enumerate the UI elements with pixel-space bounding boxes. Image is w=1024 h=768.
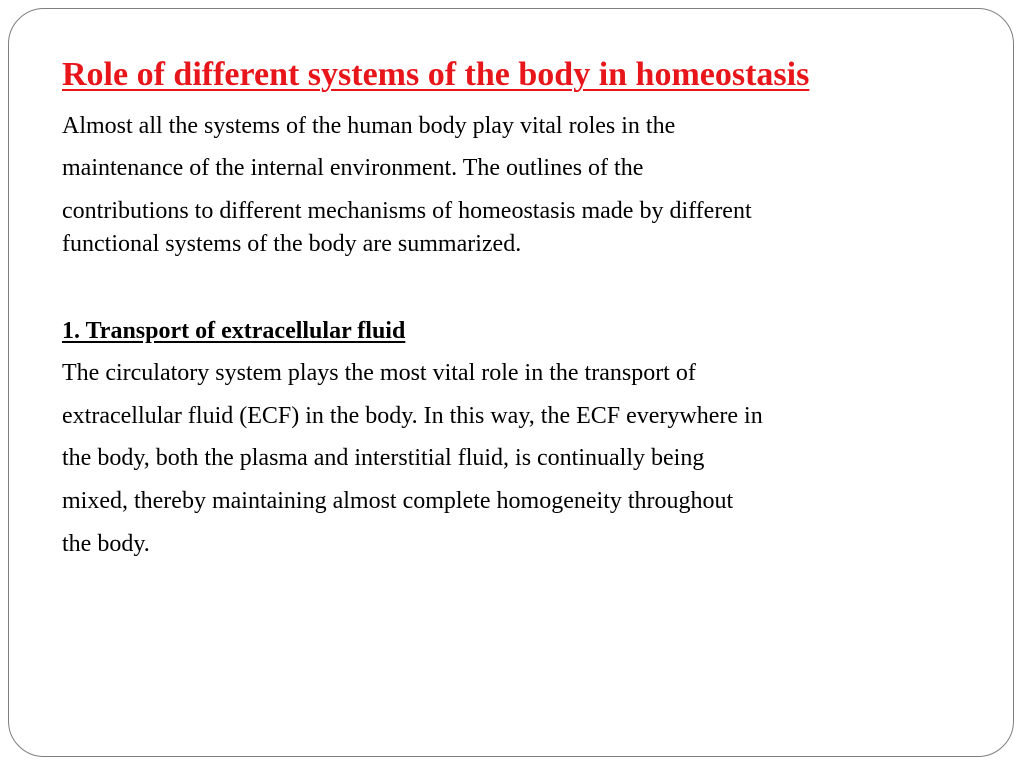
slide-title: Role of different systems of the body in homeostasis <box>62 56 810 93</box>
section-heading-transport: 1. Transport of extracellular fluid <box>62 318 406 344</box>
section-line-2: extracellular fluid (ECF) in the body. In this way, the ECF everywhere in <box>62 403 763 429</box>
section-line-3: the body, both the plasma and interstitial fluid, is continually being <box>62 445 705 471</box>
slide-content <box>62 52 962 557</box>
intro-line-3: contributions to different mechanisms of homeostasis made by different <box>62 198 752 224</box>
section-line-5: the body. <box>62 531 150 557</box>
section-line-4: mixed, thereby maintaining almost complete homogeneity throughout <box>62 488 734 514</box>
intro-line-4: functional systems of the body are summarized. <box>62 231 522 257</box>
intro-line-2: maintenance of the internal environment. The outlines of the <box>62 155 644 181</box>
intro-line-1: Almost all the systems of the human body play vital roles in the <box>62 113 676 139</box>
section-line-1: The circulatory system plays the most vital role in the transport of <box>62 360 696 386</box>
